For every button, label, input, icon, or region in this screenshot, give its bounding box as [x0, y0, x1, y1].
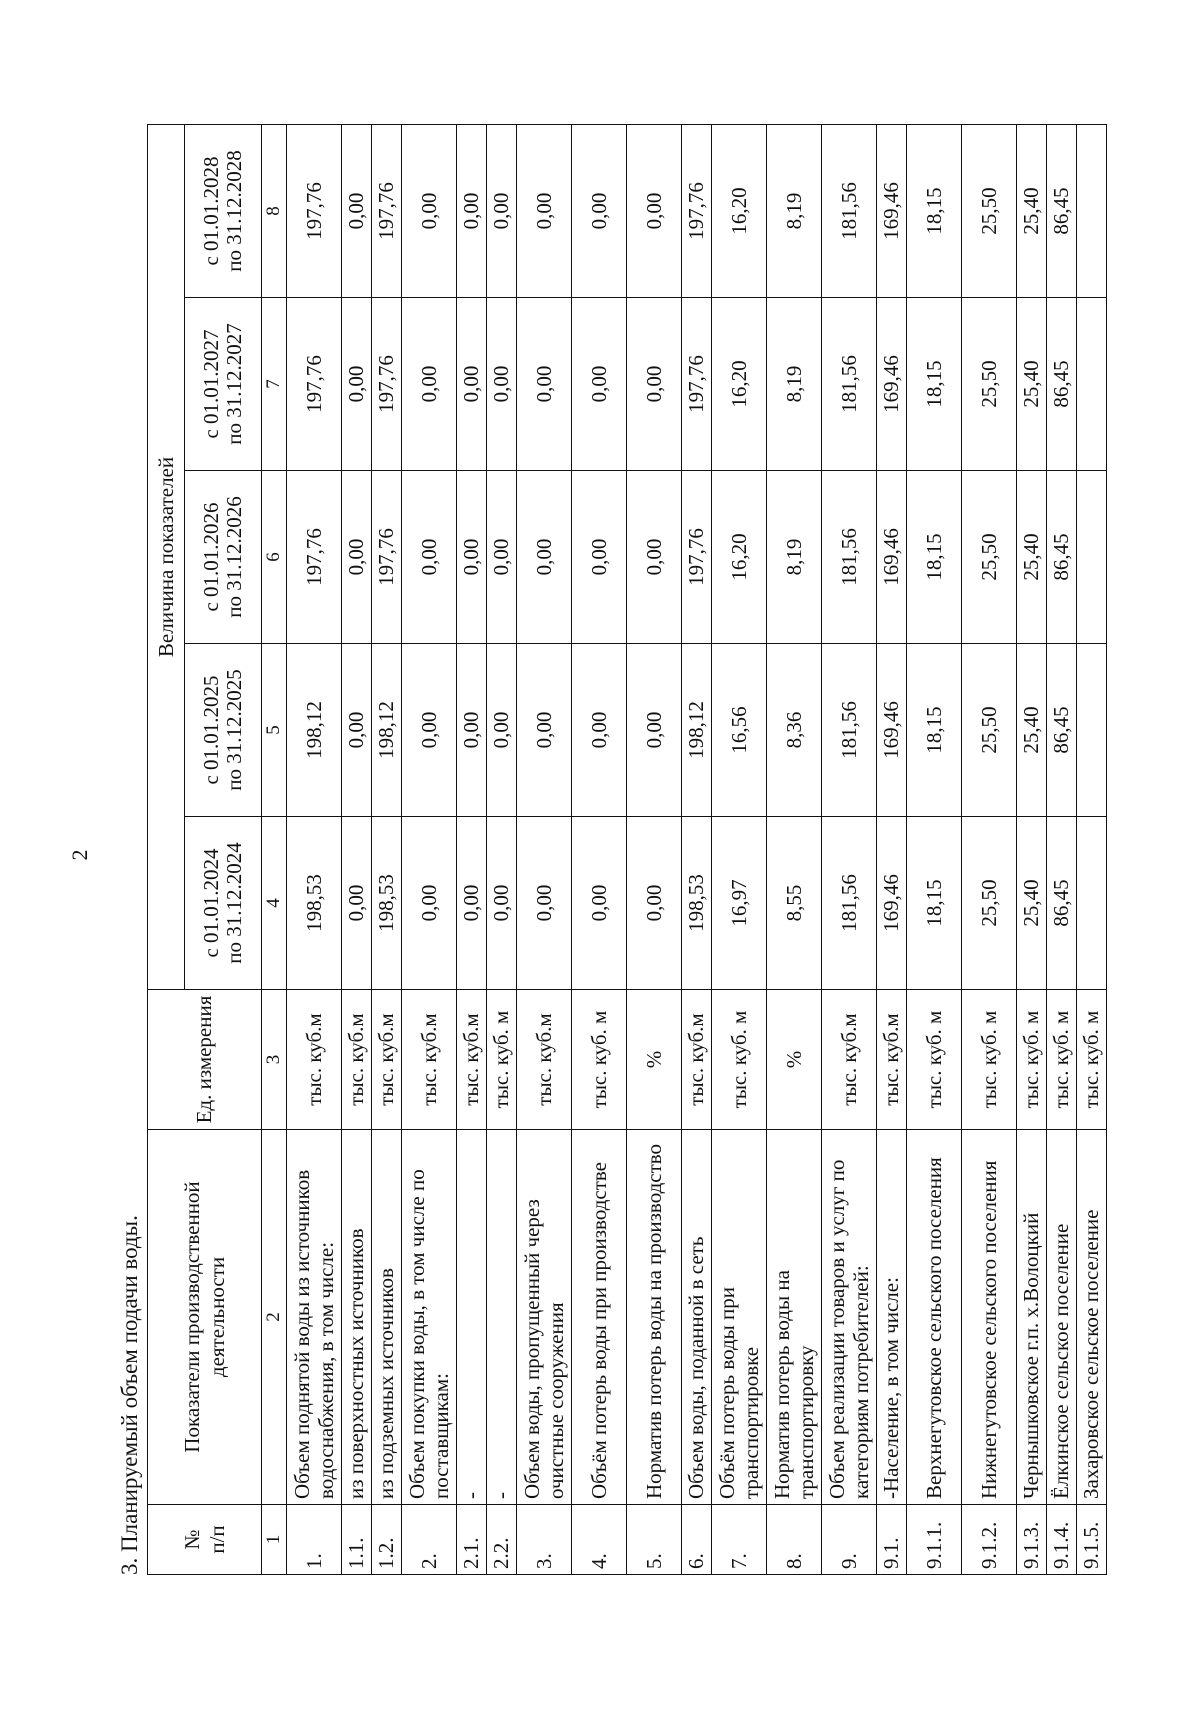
table-row — [457, 124, 487, 1574]
row-unit: тыс. куб.м — [877, 990, 907, 1130]
row-indicator: Объем воды, поданной в сеть — [682, 1130, 712, 1505]
header-period-4: с 01.01.2027 по 31.12.2027 — [185, 298, 262, 471]
header-indicator-text: Показатели производственной деятельности — [180, 1181, 229, 1453]
row-value-period-4: 0,00 — [572, 298, 627, 471]
header-period-3: с 01.01.2026 по 31.12.2026 — [185, 471, 262, 644]
row-unit: тыс. куб. м — [1077, 990, 1107, 1130]
row-value-period-2: 198,12 — [372, 644, 402, 817]
row-value-period-5: 0,00 — [342, 124, 372, 297]
row-value-period-4: 169,46 — [877, 298, 907, 471]
table-row — [342, 124, 372, 1574]
row-value-period-2: 25,50 — [962, 644, 1017, 817]
row-value-period-2: 16,56 — [712, 644, 767, 817]
row-value-period-2: 86,45 — [1047, 644, 1077, 817]
row-value-period-5: 25,40 — [1017, 124, 1047, 297]
row-number: 9.1.5. — [1077, 1505, 1107, 1575]
row-value-period-2: 169,46 — [877, 644, 907, 817]
row-value-period-1: 18,15 — [907, 817, 962, 990]
row-value-period-5: 18,15 — [907, 124, 962, 297]
row-value-period-2: 0,00 — [572, 644, 627, 817]
row-value-period-3: 8,19 — [767, 471, 822, 644]
row-value-period-4: 181,56 — [822, 298, 877, 471]
table-row — [1077, 124, 1107, 1574]
row-value-period-2: 0,00 — [457, 644, 487, 817]
row-value-period-5: 0,00 — [627, 124, 682, 297]
row-value-period-5: 169,46 — [877, 124, 907, 297]
row-value-period-1: 181,56 — [822, 817, 877, 990]
row-number: 9.1.3. — [1017, 1505, 1047, 1575]
row-value-period-3: 86,45 — [1047, 471, 1077, 644]
header-row-1 — [148, 124, 185, 1574]
row-value-period-5: 25,50 — [962, 124, 1017, 297]
header-row-column-numbers — [262, 124, 287, 1574]
row-value-period-4: 25,50 — [962, 298, 1017, 471]
row-number: 4. — [572, 1505, 627, 1575]
row-value-period-3: 0,00 — [572, 471, 627, 644]
row-value-period-1: 0,00 — [457, 817, 487, 990]
header-column-number-8: 8 — [262, 124, 287, 297]
row-value-period-5: 0,00 — [487, 124, 517, 297]
header-unit-text: Ед. измерения — [192, 995, 217, 1124]
row-indicator: Объём потерь воды при транспортировке — [712, 1130, 767, 1505]
row-indicator: Объем покупки воды, в том числе по поставщикам: — [402, 1130, 457, 1505]
table-body — [287, 124, 1107, 1574]
table-row — [877, 124, 907, 1574]
row-number: 3. — [517, 1505, 572, 1575]
header-column-number-2: 2 — [262, 1130, 287, 1505]
row-value-period-3 — [1077, 471, 1107, 644]
row-value-period-3: 0,00 — [342, 471, 372, 644]
row-number: 9.1. — [877, 1505, 907, 1575]
row-indicator: Захаровское сельское поселение — [1077, 1130, 1107, 1505]
header-column-number-1: 1 — [262, 1505, 287, 1575]
row-unit: % — [627, 990, 682, 1130]
row-indicator: Объем реализации товаров и услуг по категориям потребителей: — [822, 1130, 877, 1505]
row-indicator: из поверхностных источников — [342, 1130, 372, 1505]
row-value-period-1: 8,55 — [767, 817, 822, 990]
row-unit: % — [767, 990, 822, 1130]
row-value-period-3: 18,15 — [907, 471, 962, 644]
row-value-period-3: 0,00 — [487, 471, 517, 644]
row-number: 6. — [682, 1505, 712, 1575]
row-unit: тыс. куб. м — [572, 990, 627, 1130]
row-value-period-1: 169,46 — [877, 817, 907, 990]
row-unit: тыс. куб.м — [402, 990, 457, 1130]
row-number: 2.2. — [487, 1505, 517, 1575]
header-group — [148, 124, 185, 989]
row-unit: тыс. куб.м — [517, 990, 572, 1130]
row-value-period-1: 16,97 — [712, 817, 767, 990]
row-value-period-4: 18,15 — [907, 298, 962, 471]
row-value-period-5 — [1077, 124, 1107, 297]
row-indicator: Объем воды, пропущенный через очистные сооружения — [517, 1130, 572, 1505]
row-value-period-4: 197,76 — [287, 298, 342, 471]
row-value-period-4: 25,40 — [1017, 298, 1047, 471]
table-row — [572, 124, 627, 1574]
row-indicator: Норматив потерь воды на производство — [627, 1130, 682, 1505]
row-indicator: Ёлкинское сельское поселение — [1047, 1130, 1077, 1505]
header-unit — [148, 990, 262, 1130]
table-row — [822, 124, 877, 1574]
row-number: 9.1.2. — [962, 1505, 1017, 1575]
header-column-number-5: 5 — [262, 644, 287, 817]
row-value-period-3: 181,56 — [822, 471, 877, 644]
row-value-period-4: 0,00 — [627, 298, 682, 471]
row-value-period-3: 169,46 — [877, 471, 907, 644]
table-row — [1017, 124, 1047, 1574]
table-row — [767, 124, 822, 1574]
row-number: 2.1. — [457, 1505, 487, 1575]
row-unit: тыс. куб. м — [712, 990, 767, 1130]
row-value-period-4: 0,00 — [342, 298, 372, 471]
row-value-period-1: 0,00 — [342, 817, 372, 990]
row-value-period-4: 197,76 — [372, 298, 402, 471]
row-value-period-3: 25,50 — [962, 471, 1017, 644]
row-value-period-2 — [1077, 644, 1107, 817]
header-column-number-7: 7 — [262, 298, 287, 471]
row-value-period-2: 0,00 — [627, 644, 682, 817]
row-number: 1. — [287, 1505, 342, 1575]
table-row — [627, 124, 682, 1574]
row-value-period-1: 198,53 — [682, 817, 712, 990]
table-row — [682, 124, 712, 1574]
row-indicator: - — [487, 1130, 517, 1505]
row-value-period-3: 25,40 — [1017, 471, 1047, 644]
row-value-period-3: 16,20 — [712, 471, 767, 644]
row-value-period-4: 0,00 — [487, 298, 517, 471]
rotated-page-content — [115, 75, 1200, 1575]
row-indicator: Объём потерь воды при производстве — [572, 1130, 627, 1505]
row-indicator: Объем поднятой воды из источников водоснабжения, в том числе: — [287, 1130, 342, 1505]
row-indicator: -Население, в том числе: — [877, 1130, 907, 1505]
row-value-period-5: 0,00 — [457, 124, 487, 297]
row-value-period-5: 0,00 — [402, 124, 457, 297]
row-number: 9. — [822, 1505, 877, 1575]
row-value-period-4: 86,45 — [1047, 298, 1077, 471]
row-value-period-3: 197,76 — [372, 471, 402, 644]
row-value-period-4: 0,00 — [517, 298, 572, 471]
row-unit: тыс. куб.м — [822, 990, 877, 1130]
header-period-5: с 01.01.2028 по 31.12.2028 — [185, 124, 262, 297]
row-value-period-1: 198,53 — [287, 817, 342, 990]
row-unit: тыс. куб.м — [372, 990, 402, 1130]
row-value-period-5: 197,76 — [287, 124, 342, 297]
row-number: 8. — [767, 1505, 822, 1575]
row-value-period-5: 0,00 — [517, 124, 572, 297]
row-indicator: Чернышковское г.п. х.Волоцкий — [1017, 1130, 1047, 1505]
row-number: 7. — [712, 1505, 767, 1575]
row-value-period-2: 181,56 — [822, 644, 877, 817]
header-group-text: Величина показателей — [153, 456, 178, 658]
row-number: 1.2. — [372, 1505, 402, 1575]
row-unit: тыс. куб. м — [1047, 990, 1077, 1130]
section-heading: 3. Планируемый объем подачи воды. — [117, 1215, 142, 1575]
row-number: 9.1.4. — [1047, 1505, 1077, 1575]
row-indicator: - — [457, 1130, 487, 1505]
row-indicator: Нижнегутовское сельского поселения — [962, 1130, 1017, 1505]
row-value-period-3: 197,76 — [682, 471, 712, 644]
row-value-period-1: 198,53 — [372, 817, 402, 990]
row-indicator: Норматив потерь воды на транспортировку — [767, 1130, 822, 1505]
row-value-period-1: 0,00 — [627, 817, 682, 990]
row-value-period-4: 8,19 — [767, 298, 822, 471]
row-value-period-1: 0,00 — [572, 817, 627, 990]
row-unit: тыс. куб.м — [682, 990, 712, 1130]
row-number: 9.1.1. — [907, 1505, 962, 1575]
row-value-period-5: 181,56 — [822, 124, 877, 297]
row-value-period-1: 25,50 — [962, 817, 1017, 990]
row-value-period-2: 25,40 — [1017, 644, 1047, 817]
header-num — [148, 1505, 262, 1575]
header-indicator — [148, 1130, 262, 1505]
row-indicator: из подземных источников — [372, 1130, 402, 1505]
table-row — [712, 124, 767, 1574]
row-value-period-4: 0,00 — [402, 298, 457, 471]
table-row — [287, 124, 342, 1574]
row-number: 2. — [402, 1505, 457, 1575]
row-value-period-3: 0,00 — [627, 471, 682, 644]
row-indicator: Верхнегутовское сельского поселения — [907, 1130, 962, 1505]
row-value-period-1: 86,45 — [1047, 817, 1077, 990]
row-value-period-2: 18,15 — [907, 644, 962, 817]
row-value-period-2: 8,36 — [767, 644, 822, 817]
row-unit: тыс. куб. м — [487, 990, 517, 1130]
row-value-period-1: 0,00 — [402, 817, 457, 990]
row-value-period-4: 0,00 — [457, 298, 487, 471]
row-unit: тыс. куб.м — [457, 990, 487, 1130]
row-value-period-3: 197,76 — [287, 471, 342, 644]
row-value-period-4: 197,76 — [682, 298, 712, 471]
row-value-period-2: 0,00 — [402, 644, 457, 817]
row-value-period-2: 0,00 — [487, 644, 517, 817]
row-value-period-3: 0,00 — [517, 471, 572, 644]
header-column-number-3: 3 — [262, 990, 287, 1130]
row-value-period-3: 0,00 — [457, 471, 487, 644]
row-value-period-5: 16,20 — [712, 124, 767, 297]
water-supply-table — [147, 124, 1107, 1575]
header-column-number-4: 4 — [262, 817, 287, 990]
header-period-1: с 01.01.2024 по 31.12.2024 — [185, 817, 262, 990]
row-value-period-5: 8,19 — [767, 124, 822, 297]
row-value-period-4 — [1077, 298, 1107, 471]
row-value-period-3: 0,00 — [402, 471, 457, 644]
table-row — [907, 124, 962, 1574]
row-value-period-4: 16,20 — [712, 298, 767, 471]
row-unit: тыс. куб.м — [342, 990, 372, 1130]
row-number: 5. — [627, 1505, 682, 1575]
table-row — [372, 124, 402, 1574]
row-unit: тыс. куб. м — [962, 990, 1017, 1130]
row-value-period-5: 197,76 — [372, 124, 402, 297]
page-number: 2 — [67, 849, 92, 861]
table-row — [962, 124, 1017, 1574]
table-row — [1047, 124, 1077, 1574]
row-unit: тыс. куб. м — [1017, 990, 1047, 1130]
row-value-period-5: 0,00 — [572, 124, 627, 297]
row-value-period-5: 86,45 — [1047, 124, 1077, 297]
row-unit: тыс. куб.м — [287, 990, 342, 1130]
header-column-number-6: 6 — [262, 471, 287, 644]
row-value-period-1 — [1077, 817, 1107, 990]
table-row — [402, 124, 457, 1574]
row-value-period-2: 0,00 — [517, 644, 572, 817]
row-value-period-2: 198,12 — [287, 644, 342, 817]
row-value-period-5: 197,76 — [682, 124, 712, 297]
header-num-text: № п/п — [180, 1525, 229, 1554]
row-number: 1.1. — [342, 1505, 372, 1575]
header-period-2: с 01.01.2025 по 31.12.2025 — [185, 644, 262, 817]
row-value-period-2: 0,00 — [342, 644, 372, 817]
row-unit: тыс. куб. м — [907, 990, 962, 1130]
table-row — [517, 124, 572, 1574]
table-row — [487, 124, 517, 1574]
row-value-period-2: 198,12 — [682, 644, 712, 817]
row-value-period-1: 0,00 — [517, 817, 572, 990]
row-value-period-1: 25,40 — [1017, 817, 1047, 990]
row-value-period-1: 0,00 — [487, 817, 517, 990]
